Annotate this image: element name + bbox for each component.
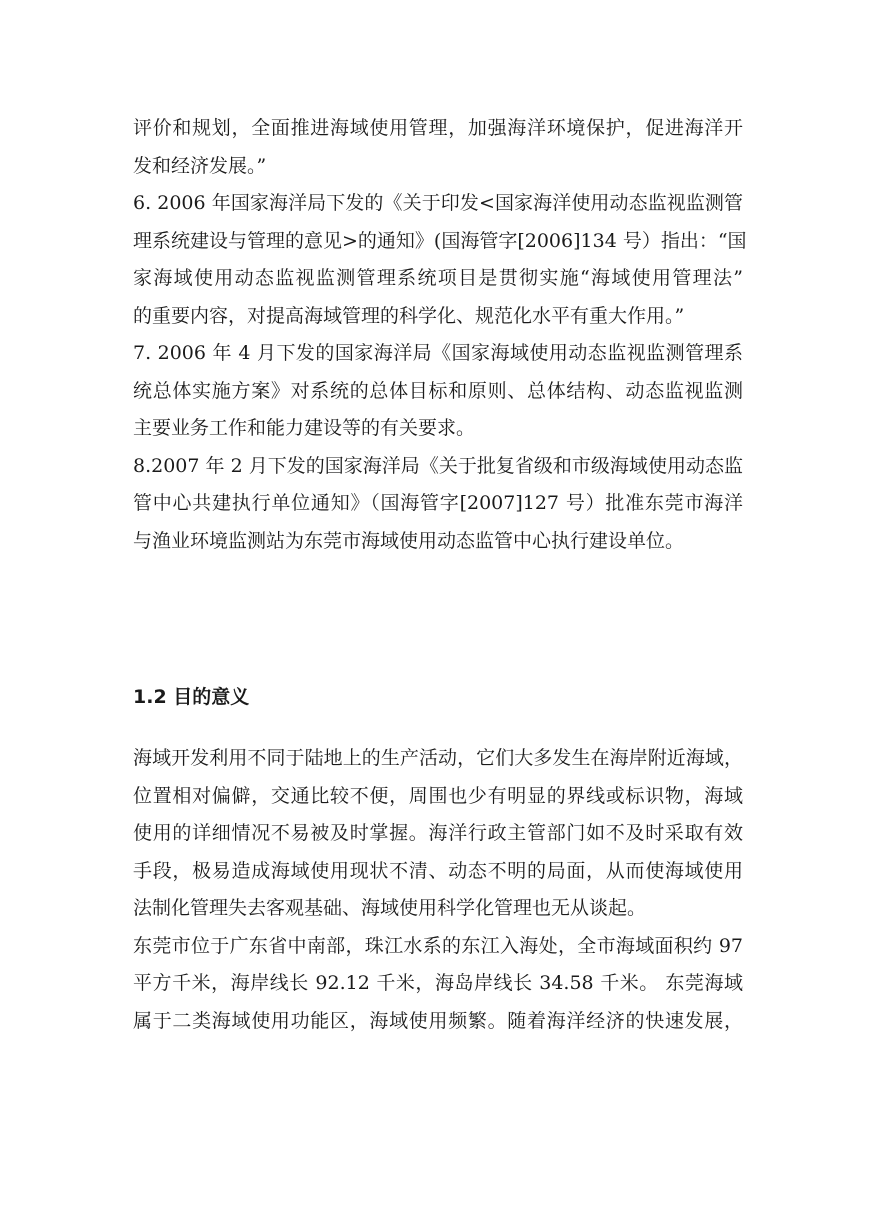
text-line: 位置相对偏僻，交通比较不便，周围也少有明显的界线或标识物，海域: [133, 784, 743, 807]
text-line: 的重要内容，对提高海域管理的科学化、规范化水平有重大作用。”: [133, 304, 685, 327]
text-line: 属于二类海域使用功能区，海域使用频繁。随着海洋经济的快速发展，: [133, 1009, 743, 1032]
section-heading: 1.2 目的意义: [133, 686, 250, 708]
text-line: 海域开发利用不同于陆地上的生产活动，它们大多发生在海岸附近海域，: [133, 747, 743, 769]
text-line: 管中心共建执行单位通知》（国海管字[2007]127 号）批准东莞市海洋: [133, 492, 743, 514]
text-line: 家海域使用动态监视监测管理系统项目是贯彻实施“海域使用管理法”: [133, 267, 743, 289]
text-line: 法制化管理失去客观基础、海域使用科学化管理也无从谈起。: [133, 897, 647, 919]
text-line: 手段，极易造成海域使用现状不清、动态不明的局面，从而使海域使用: [133, 859, 743, 882]
text-line: 7. 2006 年 4 月下发的国家海洋局《国家海域使用动态监视监测管理系: [133, 342, 743, 364]
text-line: 主要业务工作和能力建设等的有关要求。: [133, 417, 476, 439]
text-line: 发和经济发展。”: [133, 154, 267, 177]
text-line: 使用的详细情况不易被及时掌握。海洋行政主管部门如不及时采取有效: [133, 822, 743, 844]
text-line: 与渔业环境监测站为东莞市海域使用动态监管中心执行建设单位。: [133, 529, 685, 552]
text-line: 评价和规划，全面推进海域使用管理，加强海洋环境保护，促进海洋开: [133, 117, 743, 139]
text-line: 理系统建设与管理的意见>的通知》(国海管字[2006]134 号）指出：“国: [133, 229, 747, 252]
purpose-paragraphs: [133, 740, 743, 1040]
text-line: 平方千米，海岸线长 92.12 千米，海岛岸线长 34.58 千米。 东莞海域: [133, 972, 743, 994]
regulation-paragraphs: [133, 110, 747, 560]
text-line: 8.2007 年 2 月下发的国家海洋局《关于批复省级和市级海域使用动态监: [133, 454, 743, 477]
text-line: 6. 2006 年国家海洋局下发的《关于印发<国家海洋使用动态监视监测管: [133, 192, 743, 214]
text-line: 东莞市位于广东省中南部，珠江水系的东江入海处，全市海域面积约 97: [133, 934, 743, 957]
text-line: 统总体实施方案》对系统的总体目标和原则、总体结构、动态监视监测: [133, 379, 743, 402]
